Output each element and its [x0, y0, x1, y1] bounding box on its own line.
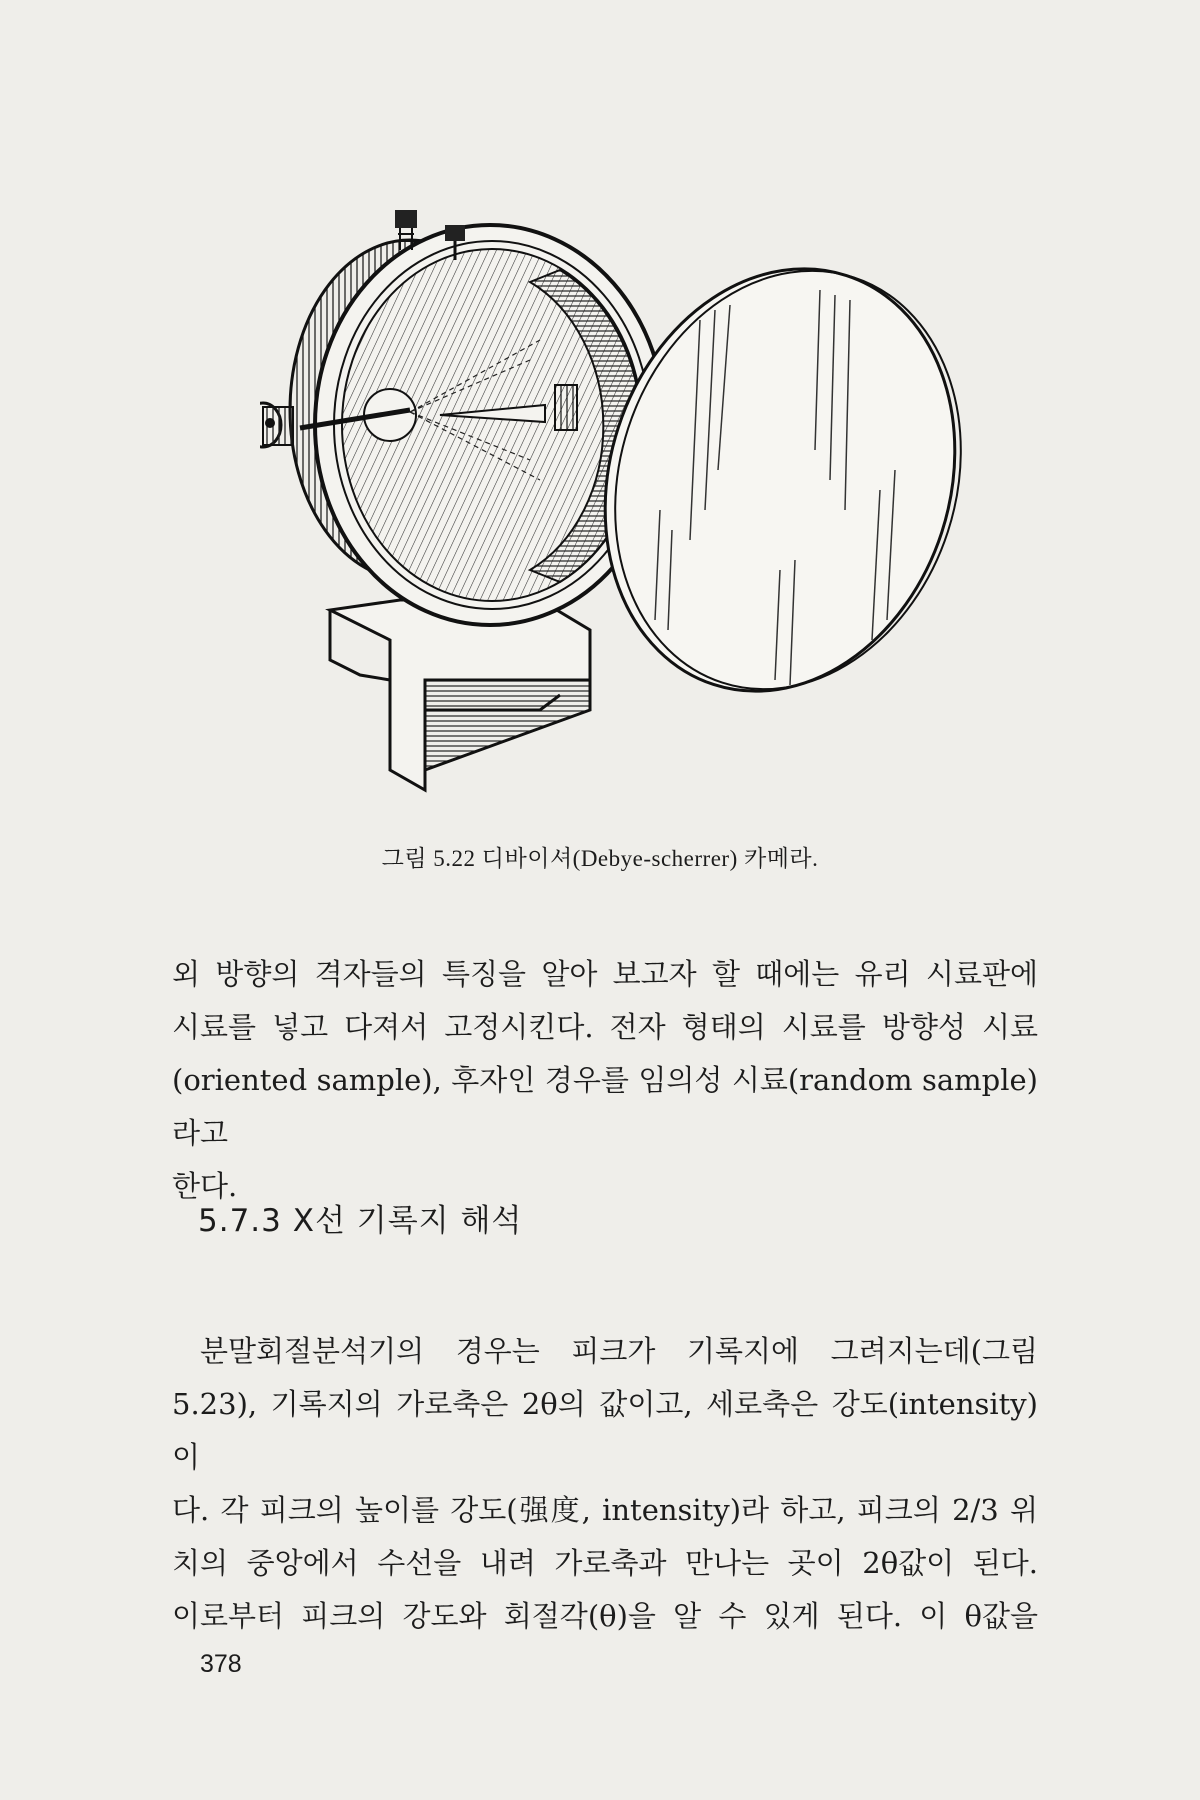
- paragraph-line: (oriented sample), 후자인 경우를 임의성 시료(random sample)라고: [172, 1063, 1038, 1150]
- camera-body: [260, 210, 665, 625]
- section-heading: 5.7.3 X선 기록지 해석: [198, 1203, 523, 1239]
- paragraph-1: [172, 948, 1038, 1213]
- paragraph-line: 시료를 넣고 다져서 고정시킨다. 전자 형태의 시료를 방향성 시료: [172, 1010, 1038, 1044]
- paragraph-line: 다. 각 피크의 높이를 강도(强度, intensity)라 하고, 피크의 2/3 위: [172, 1493, 1038, 1527]
- camera-stand: [330, 600, 590, 790]
- paragraph-2: [172, 1325, 1038, 1643]
- paragraph-line: 분말회절분석기의 경우는 피크가 기록지에 그려지는데(그림: [200, 1334, 1038, 1368]
- paragraph-line: 이로부터 피크의 강도와 회절각(θ)을 알 수 있게 된다. 이 θ값을: [172, 1599, 1038, 1633]
- page-number: 378: [200, 1650, 242, 1678]
- figure-caption: 그림 5.22 디바이셔(Debye-scherrer) 카메라.: [381, 846, 819, 871]
- paragraph-line: 5.23), 기록지의 가로축은 2θ의 값이고, 세로축은 강도(intensity)이: [172, 1387, 1038, 1474]
- paragraph-line: 치의 중앙에서 수선을 내려 가로축과 만나는 곳이 2θ값이 된다.: [172, 1546, 1038, 1580]
- paragraph-line: 외 방향의 격자들의 특징을 알아 보고자 할 때에는 유리 시료판에: [172, 957, 1038, 991]
- debye-scherrer-camera-illustration: [260, 210, 1030, 800]
- paragraph-line: 한다.: [172, 1169, 238, 1203]
